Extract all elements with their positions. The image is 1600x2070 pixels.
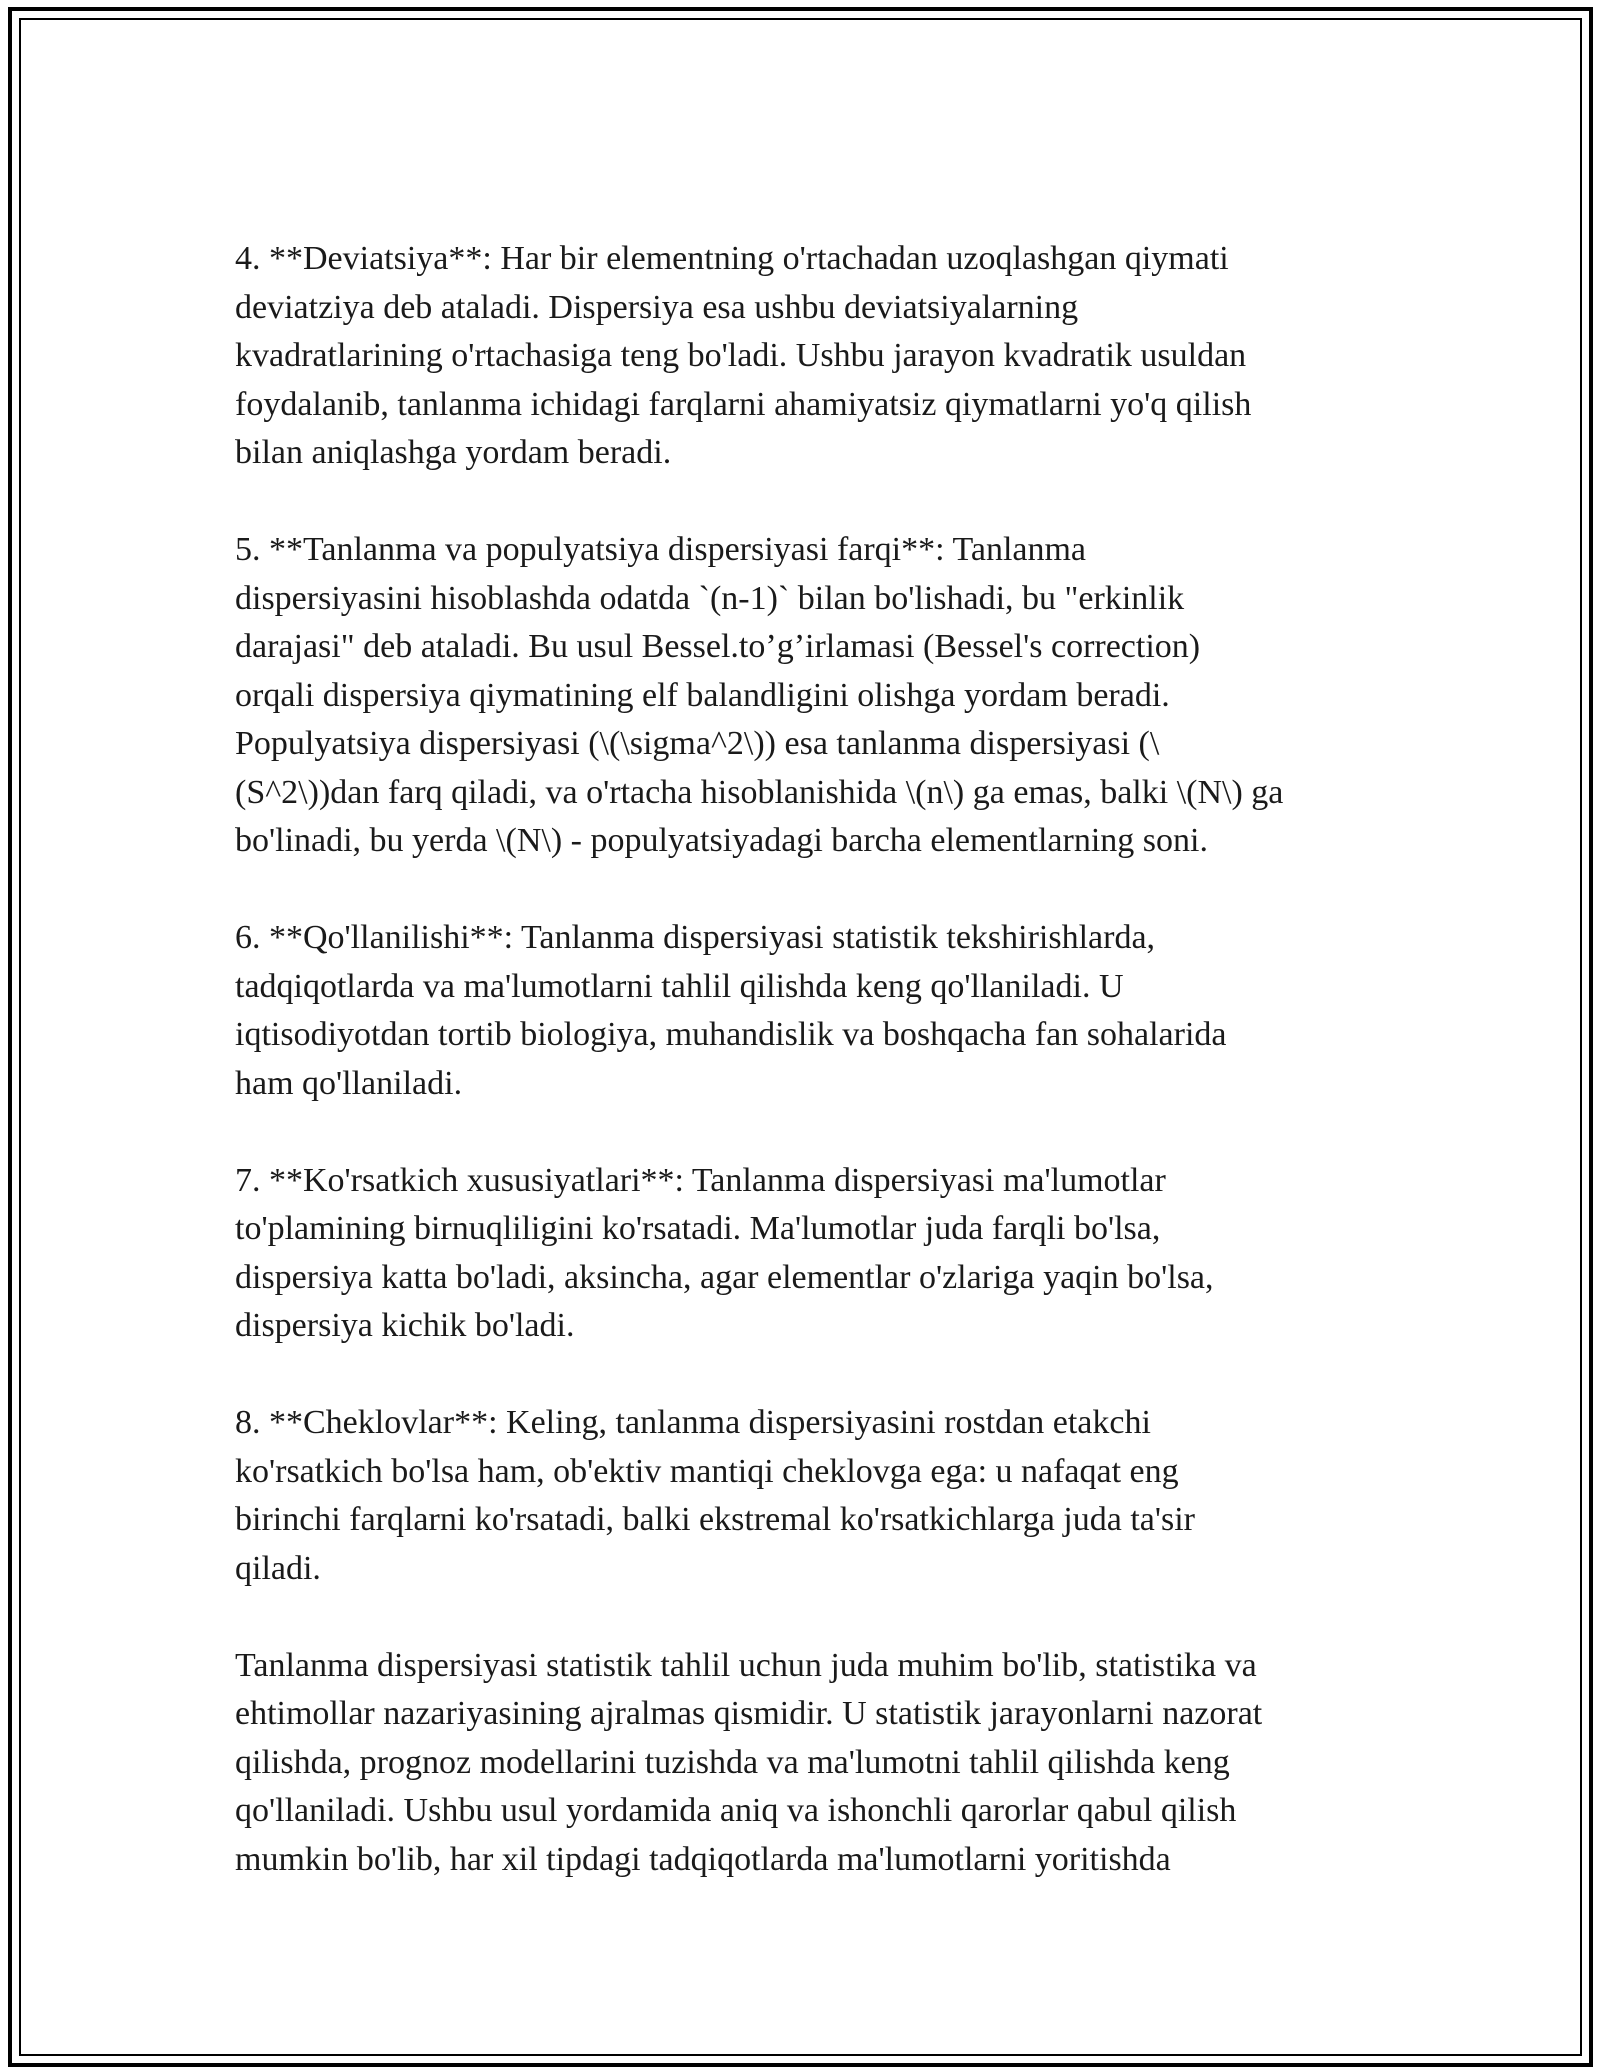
- text-line: qilishda, prognoz modellarini tuzishda va ma'lumotni tahlil qilishda keng: [235, 1743, 1230, 1781]
- text-line: foydalanib, tanlanma ichidagi farqlarni ahamiyatsiz qiymatlarni yo'q qilish: [235, 385, 1252, 423]
- text-line: (S^2\))dan farq qiladi, va o'rtacha hisoblanishida \(n\) ga emas, balki \(N\) ga: [235, 773, 1284, 811]
- text-line: bilan aniqlashga yordam beradi.: [235, 434, 672, 471]
- text-line: to'plamining birnuqliligini ko'rsatadi. Ma'lumotlar juda farqli bo'lsa,: [235, 1210, 1161, 1247]
- text-line: iqtisodiyotdan tortib biologiya, muhandislik va boshqacha fan sohalarida: [235, 1016, 1227, 1053]
- text-line: Populyatsiya dispersiyasi (\(\sigma^2\)) esa tanlanma dispersiyasi (\: [235, 725, 1160, 762]
- text-line: tadqiqotlarda va ma'lumotlarni tahlil qilishda keng qo'llaniladi. U: [235, 967, 1124, 1005]
- text-line: 5. **Tanlanma va populyatsiya dispersiyasi farqi**: Tanlanma: [235, 531, 1087, 568]
- text-line: kvadratlarining o'rtachasiga teng bo'ladi. Ushbu jarayon kvadratik usuldan: [235, 337, 1247, 374]
- paragraph-korsatkich: [235, 1157, 1395, 1351]
- text-line: orqali dispersiya qiymatining elf balandligini olishga yordam beradi.: [235, 676, 1170, 714]
- text-line: dispersiya kichik bo'ladi.: [235, 1307, 575, 1344]
- document-body: [235, 235, 1395, 1933]
- text-line: dispersiya katta bo'ladi, aksincha, agar elementlar o'zlariga yaqin bo'lsa,: [235, 1258, 1214, 1296]
- paragraph-cheklovlar: [235, 1399, 1395, 1593]
- text-line: 4. **Deviatsiya**: Har bir elementning o'rtachadan uzoqlashgan qiymati: [235, 240, 1229, 277]
- text-line: ham qo'llaniladi.: [235, 1064, 463, 1102]
- text-line: dispersiyasini hisoblashda odatda `(n-1)` bilan bo'lishadi, bu "erkinlik: [235, 579, 1185, 617]
- text-line: deviatziya deb ataladi. Dispersiya esa ushbu deviatsiyalarning: [235, 288, 1079, 326]
- text-line: qiladi.: [235, 1549, 321, 1587]
- paragraph-farqi: [235, 526, 1395, 866]
- paragraph-qollanilishi: [235, 914, 1395, 1108]
- text-line: ehtimollar nazariyasining ajralmas qismidir. U statistik jarayonlarni nazorat: [235, 1695, 1263, 1732]
- text-line: bo'linadi, bu yerda \(N\) - populyatsiyadagi barcha elementlarning soni.: [235, 822, 1208, 859]
- text-line: ko'rsatkich bo'lsa ham, ob'ektiv mantiqi cheklovga ega: u nafaqat eng: [235, 1452, 1179, 1490]
- text-line: 6. **Qo'llanilishi**: Tanlanma dispersiyasi statistik tekshirishlarda,: [235, 919, 1156, 956]
- text-line: Tanlanma dispersiyasi statistik tahlil uchun juda muhim bo'lib, statistika va: [235, 1646, 1257, 1684]
- text-line: 7. **Ko'rsatkich xususiyatlari**: Tanlanma dispersiyasi ma'lumotlar: [235, 1161, 1166, 1199]
- text-line: darajasi" deb ataladi. Bu usul Bessel.to’g’irlamasi (Bessel's correction): [235, 628, 1201, 665]
- paragraph-deviatsiya: [235, 235, 1395, 478]
- text-line: 8. **Cheklovlar**: Keling, tanlanma dispersiyasini rostdan etakchi: [235, 1404, 1151, 1441]
- paragraph-summary: [235, 1642, 1395, 1885]
- text-line: qo'llaniladi. Ushbu usul yordamida aniq va ishonchli qarorlar qabul qilish: [235, 1792, 1237, 1829]
- text-line: mumkin bo'lib, har xil tipdagi tadqiqotlarda ma'lumotlarni yoritishda: [235, 1840, 1171, 1878]
- text-line: birinchi farqlarni ko'rsatadi, balki ekstremal ko'rsatkichlarga juda ta'sir: [235, 1501, 1195, 1538]
